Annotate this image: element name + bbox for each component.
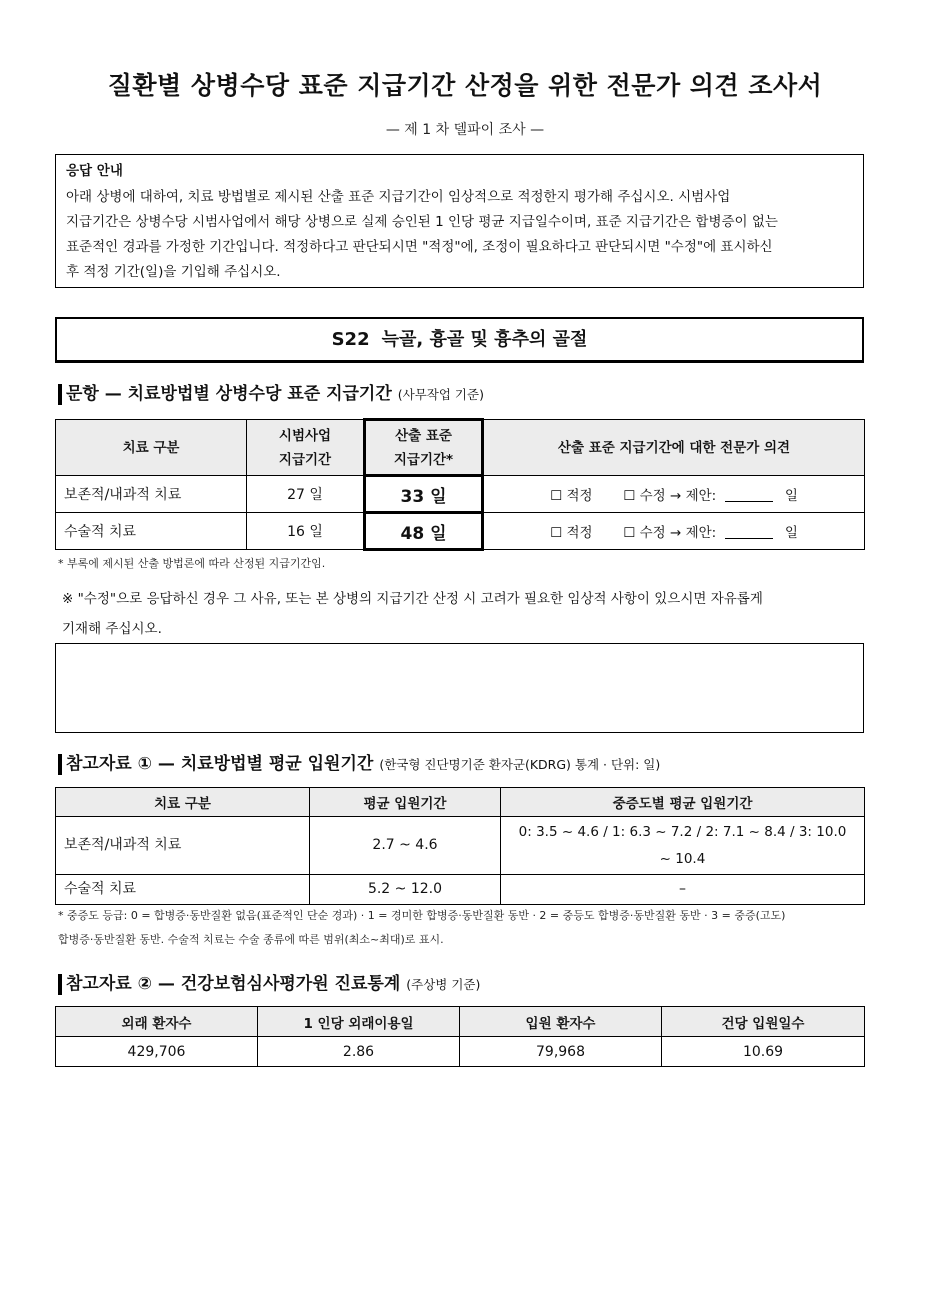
row-treatment-type: 보존적/내과적 치료	[56, 476, 247, 513]
guide-line: 아래 상병에 대하여, 치료 방법별로 제시된 산출 표준 지급기간이 임상적으로 적정한지 평가해 주십시오. 시범사업	[66, 189, 731, 205]
disease-code: S22	[331, 329, 370, 350]
reference1-table-header	[56, 788, 865, 817]
header-avg-stay: 평균 입원기간	[310, 788, 501, 817]
question-table	[55, 418, 865, 551]
row-calc-period: 48 일	[365, 513, 483, 550]
table-row	[56, 875, 865, 905]
header-inpatient-days: 건당 입원일수	[662, 1007, 865, 1037]
proposal-days-field[interactable]	[725, 488, 773, 502]
document-title: 질환별 상병수당 표준 지급기간 산정을 위한 전문가 의견 조사서	[107, 71, 823, 100]
question-heading-text: 문항 — 치료방법별 상병수당 표준 지급기간	[66, 384, 392, 404]
guide-line: 지급기간은 상병수당 시범사업에서 해당 상병으로 실제 승인된 1 인당 평균 지급일수이며, 표준 지급기간은 합병증이 없는	[66, 214, 778, 230]
header-treatment-type: 치료 구분	[56, 788, 310, 817]
question-heading	[58, 384, 484, 405]
checkbox-appropriate[interactable]: ☐ 적정	[550, 488, 593, 504]
proposal-days-field[interactable]	[725, 525, 773, 539]
question-footnote: * 부록에 제시된 산출 방법론에 따라 산정된 지급기간임.	[58, 557, 326, 570]
severity-line: 0: 3.5 ~ 4.6 / 1: 6.3 ~ 7.2 / 2: 7.1 ~ 8.4 / 3: 10.0	[518, 823, 847, 840]
row-treatment-type: 보존적/내과적 치료	[56, 817, 310, 875]
checkbox-appropriate[interactable]: ☐ 적정	[550, 525, 593, 541]
header-calc-period	[365, 420, 483, 476]
reference1-heading	[58, 754, 660, 775]
row-severity-stay	[501, 817, 865, 875]
reference2-heading-note: (주상병 기준)	[406, 977, 481, 992]
row-treatment-type: 수술적 치료	[56, 875, 310, 905]
reference1-heading-note: (한국형 진단명기준 환자군(KDRG) 통계 · 단위: 일)	[379, 757, 661, 772]
row-severity-stay: –	[501, 875, 865, 905]
row-avg-stay: 5.2 ~ 12.0	[310, 875, 501, 905]
header-pilot-period	[247, 420, 365, 476]
value-outpatient-days: 2.86	[258, 1037, 460, 1067]
row-pilot-period: 16 일	[247, 513, 365, 550]
row-calc-period: 33 일	[365, 476, 483, 513]
header-expert-opinion: 산출 표준 지급기간에 대한 전문가 의견	[483, 420, 865, 476]
disease-title-box	[55, 317, 864, 363]
row-avg-stay: 2.7 ~ 4.6	[310, 817, 501, 875]
guide-text	[66, 185, 853, 285]
reference1-table	[55, 787, 865, 905]
question-table-header	[56, 420, 865, 476]
value-inpatients: 79,968	[460, 1037, 662, 1067]
row-pilot-period: 27 일	[247, 476, 365, 513]
remark-instruction	[62, 584, 862, 644]
value-inpatient-days: 10.69	[662, 1037, 865, 1067]
severity-line: ~ 10.4	[659, 850, 706, 867]
header-pilot-line: 지급기간	[278, 451, 332, 468]
free-text-answer-box[interactable]	[55, 643, 864, 733]
unit-label: 일	[784, 488, 798, 504]
header-treatment-type: 치료 구분	[56, 420, 247, 476]
checkbox-modify[interactable]: ☐ 수정 → 제안:	[623, 525, 717, 541]
remark-line: ※ "수정"으로 응답하신 경우 그 사유, 또는 본 상병의 지급기간 산정 시 고려가 필요한 임상적 사항이 있으시면 자유롭게	[62, 591, 763, 607]
header-outpatients: 외래 환자수	[56, 1007, 258, 1037]
footnote-line: 합병증·동반질환 동반. 수술적 치료는 수술 종류에 따른 범위(최소~최대)로 표시.	[58, 933, 444, 946]
disease-name: 늑골, 흉골 및 흉추의 골절	[381, 329, 588, 350]
reference1-footnote	[58, 904, 868, 952]
header-outpatient-days: 1 인당 외래이용일	[258, 1007, 460, 1037]
reference1-heading-text: 참고자료 ① — 치료방법별 평균 입원기간	[66, 754, 374, 774]
header-pilot-line: 시범사업	[278, 427, 332, 444]
table-row	[56, 817, 865, 875]
header-calc-line: 산출 표준	[395, 427, 452, 444]
guide-heading: 응답 안내	[66, 163, 123, 179]
reference2-heading-text: 참고자료 ② — 건강보험심사평가원 진료통계	[66, 974, 401, 994]
response-guide-box	[55, 154, 864, 288]
checkbox-modify[interactable]: ☐ 수정 → 제안:	[623, 488, 717, 504]
document-subtitle: — 제 1 차 델파이 조사 —	[385, 122, 545, 138]
reference2-heading	[58, 974, 480, 995]
header-inpatients: 입원 환자수	[460, 1007, 662, 1037]
row-treatment-type: 수술적 치료	[56, 513, 247, 550]
row-opinion-cell	[483, 476, 865, 513]
footnote-line: * 중증도 등급: 0 = 합병증·동반질환 없음(표준적인 단순 경과) · 1 = 경미한 합병증·동반질환 동반 · 2 = 중등도 합병증·동반질환 동반 · 3 = 중증(고도)	[58, 909, 786, 922]
question-heading-note: (사무작업 기준)	[397, 387, 484, 402]
guide-line: 후 적정 기간(일)을 기입해 주십시오.	[66, 264, 281, 280]
table-row	[56, 513, 865, 550]
reference2-table	[55, 1006, 865, 1067]
header-calc-line: 지급기간*	[393, 451, 454, 468]
header-severity-stay: 중증도별 평균 입원기간	[501, 788, 865, 817]
guide-line: 표준적인 경과를 가정한 기간입니다. 적정하다고 판단되시면 "적정"에, 조정이 필요하다고 판단되시면 "수정"에 표시하신	[66, 239, 773, 255]
unit-label: 일	[784, 525, 798, 541]
value-outpatients: 429,706	[56, 1037, 258, 1067]
table-row	[56, 476, 865, 513]
reference2-table-header	[56, 1007, 865, 1037]
table-row	[56, 1037, 865, 1067]
row-opinion-cell	[483, 513, 865, 550]
remark-line: 기재해 주십시오.	[62, 621, 162, 637]
